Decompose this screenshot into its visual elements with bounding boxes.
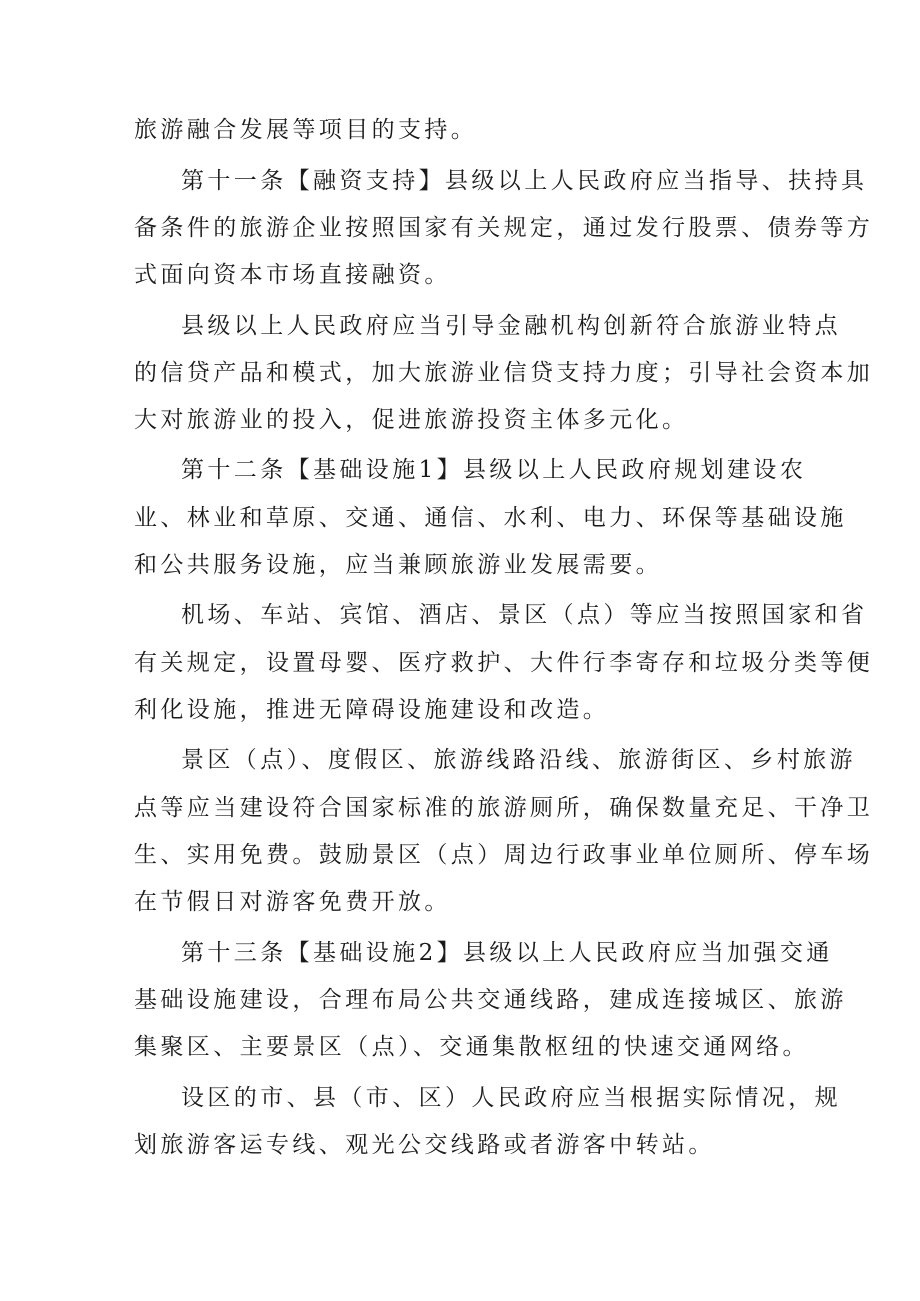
text-line-19: 基础设施建设，合理布局公共交通线路，建成连接城区、旅游 bbox=[134, 987, 847, 1013]
text-line-7: 大对旅游业的投入，促进旅游投资主体多元化。 bbox=[134, 407, 689, 433]
article-12-heading-line: 第十二条【基础设施1】县级以上人民政府规划建设农 bbox=[181, 457, 807, 483]
text-line-1: 旅游融合发展等项目的支持。 bbox=[134, 117, 478, 143]
text-line-22: 划旅游客运专线、观光公交线路或者游客中转站。 bbox=[134, 1132, 715, 1158]
text-line-10: 和公共服务设施，应当兼顾旅游业发展需要。 bbox=[134, 552, 662, 578]
article-13-heading-line: 第十三条【基础设施2】县级以上人民政府应当加强交通 bbox=[181, 940, 833, 966]
text-line-4: 式面向资本市场直接融资。 bbox=[134, 262, 451, 288]
paragraph-start-line: 机场、车站、宾馆、酒店、景区（点）等应当按照国家和省 bbox=[181, 602, 868, 628]
text-line-6: 的信贷产品和模式，加大旅游业信贷支持力度；引导社会资本加 bbox=[134, 360, 874, 386]
text-line-9: 业、林业和草原、交通、通信、水利、电力、环保等基础设施 bbox=[134, 505, 847, 531]
article-11-heading-line: 第十一条【融资支持】县级以上人民政府应当指导、扶持具 bbox=[181, 168, 868, 194]
text-line-16: 生、实用免费。鼓励景区（点）周边行政事业单位厕所、停车场 bbox=[134, 842, 874, 868]
text-line-3: 备条件的旅游企业按照国家有关规定，通过发行股票、债券等方 bbox=[134, 215, 874, 241]
text-line-13: 利化设施，推进无障碍设施建设和改造。 bbox=[134, 697, 610, 723]
paragraph-start-line: 县级以上人民政府应当引导金融机构创新符合旅游业特点 bbox=[181, 313, 841, 339]
text-line-17: 在节假日对游客免费开放。 bbox=[134, 889, 451, 915]
paragraph-start-line: 景区（点）、度假区、旅游线路沿线、旅游街区、乡村旅游 bbox=[181, 747, 856, 773]
paragraph-start-line: 设区的市、县（市、区）人民政府应当根据实际情况，规 bbox=[181, 1085, 841, 1111]
text-line-20: 集聚区、主要景区（点）、交通集散枢纽的快速交通网络。 bbox=[134, 1034, 809, 1060]
text-line-12: 有关规定，设置母婴、医疗救护、大件行李寄存和垃圾分类等便 bbox=[134, 650, 874, 676]
text-line-15: 点等应当建设符合国家标准的旅游厕所，确保数量充足、干净卫 bbox=[134, 795, 874, 821]
